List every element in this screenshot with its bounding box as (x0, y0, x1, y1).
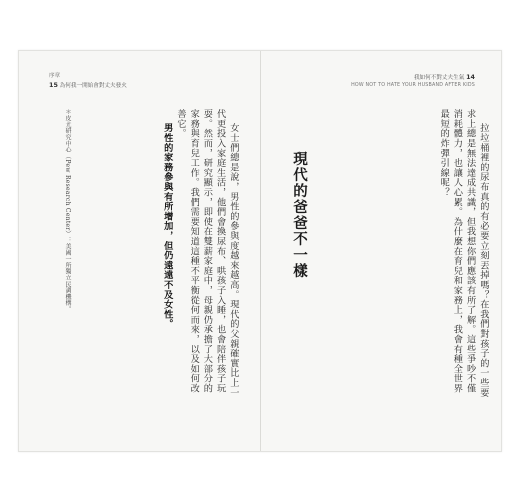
left-page-text (77, 109, 253, 399)
right-running-subtitle: HOW NOT TO HATE YOUR HUSBAND AFTER KIDS (351, 82, 475, 88)
left-running-title: 為何我一開始會對丈夫發火 (59, 82, 127, 89)
book-spread (18, 50, 502, 452)
right-page-header (351, 73, 475, 89)
left-page-number: 15 (49, 80, 58, 89)
left-chapter-label: 序章 (49, 73, 61, 79)
left-emphasis-text: 男性的家務參與有所增加，但仍遠遠不及女性。 (161, 123, 173, 329)
left-page-header (49, 73, 127, 90)
right-intro-paragraph: 拉垃桶裡的尿布真的有必要立刻丟掉嗎？在我們對孩子的一些要求上總是無法達成共識，但我想你們應該有所了解。這些爭吵不僅消耗體力，也讓人心累。為什麼在育兒和家務上，我會有種全世界最短的炸彈引線呢？ (438, 109, 489, 398)
footnote: ＊皮尤研究中心（Pew Research Center）：美國一所獨立民調機構。 (64, 109, 71, 313)
section-heading: 現代的爸爸不一樣 (291, 151, 307, 279)
left-body-paragraph: 女士們總是說，男性的參與度越來越高。現代的父親確實比上一代更投入家庭生活，他們會換尿布、哄孩子入睡，也會陪伴孩子玩耍。然而，研究顯示，即使在雙薪家庭中，母親仍承擔了大部分的家務與育兒工作。我們需要知道這種不平衡從何而來，以及如何改善它。 (174, 109, 239, 398)
book-gutter (260, 51, 261, 451)
right-page-number: 14 (466, 73, 475, 81)
right-page-text (303, 109, 503, 399)
right-running-title: 我如何不對丈夫生氣 (413, 75, 465, 81)
